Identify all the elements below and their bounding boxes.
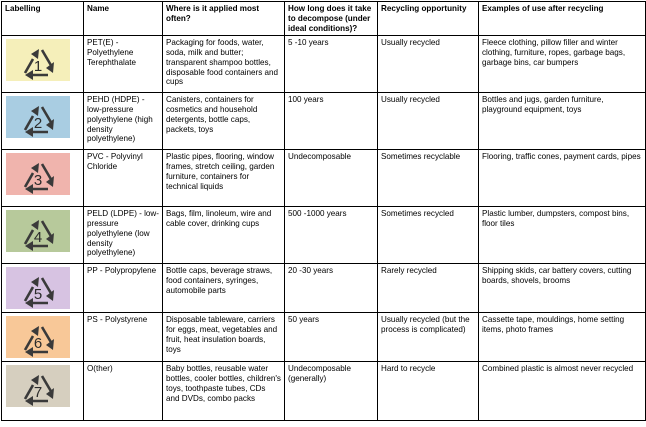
table-row	[2, 362, 646, 421]
code-number: 1	[33, 58, 43, 75]
examples-cell: Combined plastic is almost never recycled	[479, 362, 646, 421]
code-number: 3	[33, 172, 43, 189]
labelling-cell	[2, 93, 84, 150]
decompose-cell: 500 -1000 years	[285, 207, 378, 264]
recycling-triangle-icon	[16, 268, 60, 308]
table-row	[2, 36, 646, 93]
name-cell: PEHD (HDPE) - low-pressure polyethylene (high density polyethylene)	[84, 93, 163, 150]
decompose-cell: 100 years	[285, 93, 378, 150]
labelling-cell	[2, 362, 84, 421]
recycling-triangle-icon	[16, 154, 60, 194]
code-number: 4	[33, 229, 43, 246]
labelling-cell	[2, 264, 84, 313]
applied-cell: Canisters, containers for cosmetics and household detergents, bottle caps, packets, toys	[163, 93, 285, 150]
name-cell: PVC - Polyvinyl Chloride	[84, 150, 163, 207]
recycling-triangle-icon	[16, 317, 60, 357]
decompose-cell: 5 -10 years	[285, 36, 378, 93]
decompose-cell: Undecomposable (generally)	[285, 362, 378, 421]
table-row	[2, 207, 646, 264]
code-number: 7	[33, 384, 43, 401]
applied-cell: Baby bottles, reusable water bottles, cooler bottles, children's toys, toothpaste tubes, CDs and DVDs, combo packs	[163, 362, 285, 421]
code-number: 6	[33, 335, 43, 352]
header-examples: Examples of use after recycling	[479, 2, 646, 36]
applied-cell: Bottle caps, beverage straws, food containers, syringes, automobile parts	[163, 264, 285, 313]
labelling-cell	[2, 150, 84, 207]
name-cell: O(ther)	[84, 362, 163, 421]
decompose-cell: 50 years	[285, 313, 378, 362]
recycling-triangle-icon	[16, 366, 60, 406]
recycling-triangle-icon	[16, 97, 60, 137]
table-row	[2, 264, 646, 313]
decompose-cell: 20 -30 years	[285, 264, 378, 313]
code-swatch	[6, 210, 70, 252]
applied-cell: Plastic pipes, flooring, window frames, stretch ceiling, garden furniture, containers for technical liquids	[163, 150, 285, 207]
header-applied: Where is it applied most often?	[163, 2, 285, 36]
table-row	[2, 313, 646, 362]
code-swatch	[6, 267, 70, 309]
recycling-codes-table	[1, 1, 646, 421]
header-decompose: How long does it take to decompose (under ideal conditions)?	[285, 2, 378, 36]
code-swatch	[6, 96, 70, 138]
code-swatch	[6, 316, 70, 358]
name-cell: PS - Polystyrene	[84, 313, 163, 362]
recycling-triangle-icon	[16, 40, 60, 80]
labelling-cell	[2, 207, 84, 264]
code-number: 5	[33, 286, 43, 303]
applied-cell: Disposable tableware, carriers for eggs, meat, vegetables and fruit, heat insulation boards, toys	[163, 313, 285, 362]
recycling-cell: Rarely recycled	[378, 264, 479, 313]
examples-cell: Plastic lumber, dumpsters, compost bins, floor tiles	[479, 207, 646, 264]
recycling-cell: Sometimes recycled	[378, 207, 479, 264]
decompose-cell: Undecomposable	[285, 150, 378, 207]
recycling-triangle-icon	[16, 211, 60, 251]
recycling-cell: Usually recycled (but the process is complicated)	[378, 313, 479, 362]
code-swatch	[6, 39, 70, 81]
name-cell: PET(E) - Polyethylene Terephthalate	[84, 36, 163, 93]
code-swatch	[6, 153, 70, 195]
recycling-cell: Usually recycled	[378, 36, 479, 93]
applied-cell: Packaging for foods, water, soda, milk and butter; transparent shampoo bottles, disposable food containers and cups	[163, 36, 285, 93]
labelling-cell	[2, 313, 84, 362]
header-row	[2, 2, 646, 36]
labelling-cell	[2, 36, 84, 93]
examples-cell: Cassette tape, mouldings, home setting items, photo frames	[479, 313, 646, 362]
examples-cell: Shipping skids, car battery covers, cutting boards, shovels, brooms	[479, 264, 646, 313]
table-row	[2, 150, 646, 207]
name-cell: PP - Polypropylene	[84, 264, 163, 313]
header-recycling: Recycling opportunity	[378, 2, 479, 36]
examples-cell: Bottles and jugs, garden furniture, playground equipment, toys	[479, 93, 646, 150]
table-row	[2, 93, 646, 150]
name-cell: PELD (LDPE) - low-pressure polyethylene (low density polyethylene)	[84, 207, 163, 264]
examples-cell: Flooring, traffic cones, payment cards, pipes	[479, 150, 646, 207]
header-name: Name	[84, 2, 163, 36]
recycling-cell: Usually recycled	[378, 93, 479, 150]
examples-cell: Fleece clothing, pillow filler and winter clothing, furniture, ropes, garbage bags, garbage bins, car bumpers	[479, 36, 646, 93]
recycling-cell: Hard to recycle	[378, 362, 479, 421]
recycling-cell: Sometimes recyclable	[378, 150, 479, 207]
header-labelling: Labelling	[2, 2, 84, 36]
applied-cell: Bags, film, linoleum, wire and cable cover, drinking cups	[163, 207, 285, 264]
code-swatch	[6, 365, 70, 407]
code-number: 2	[33, 115, 43, 132]
